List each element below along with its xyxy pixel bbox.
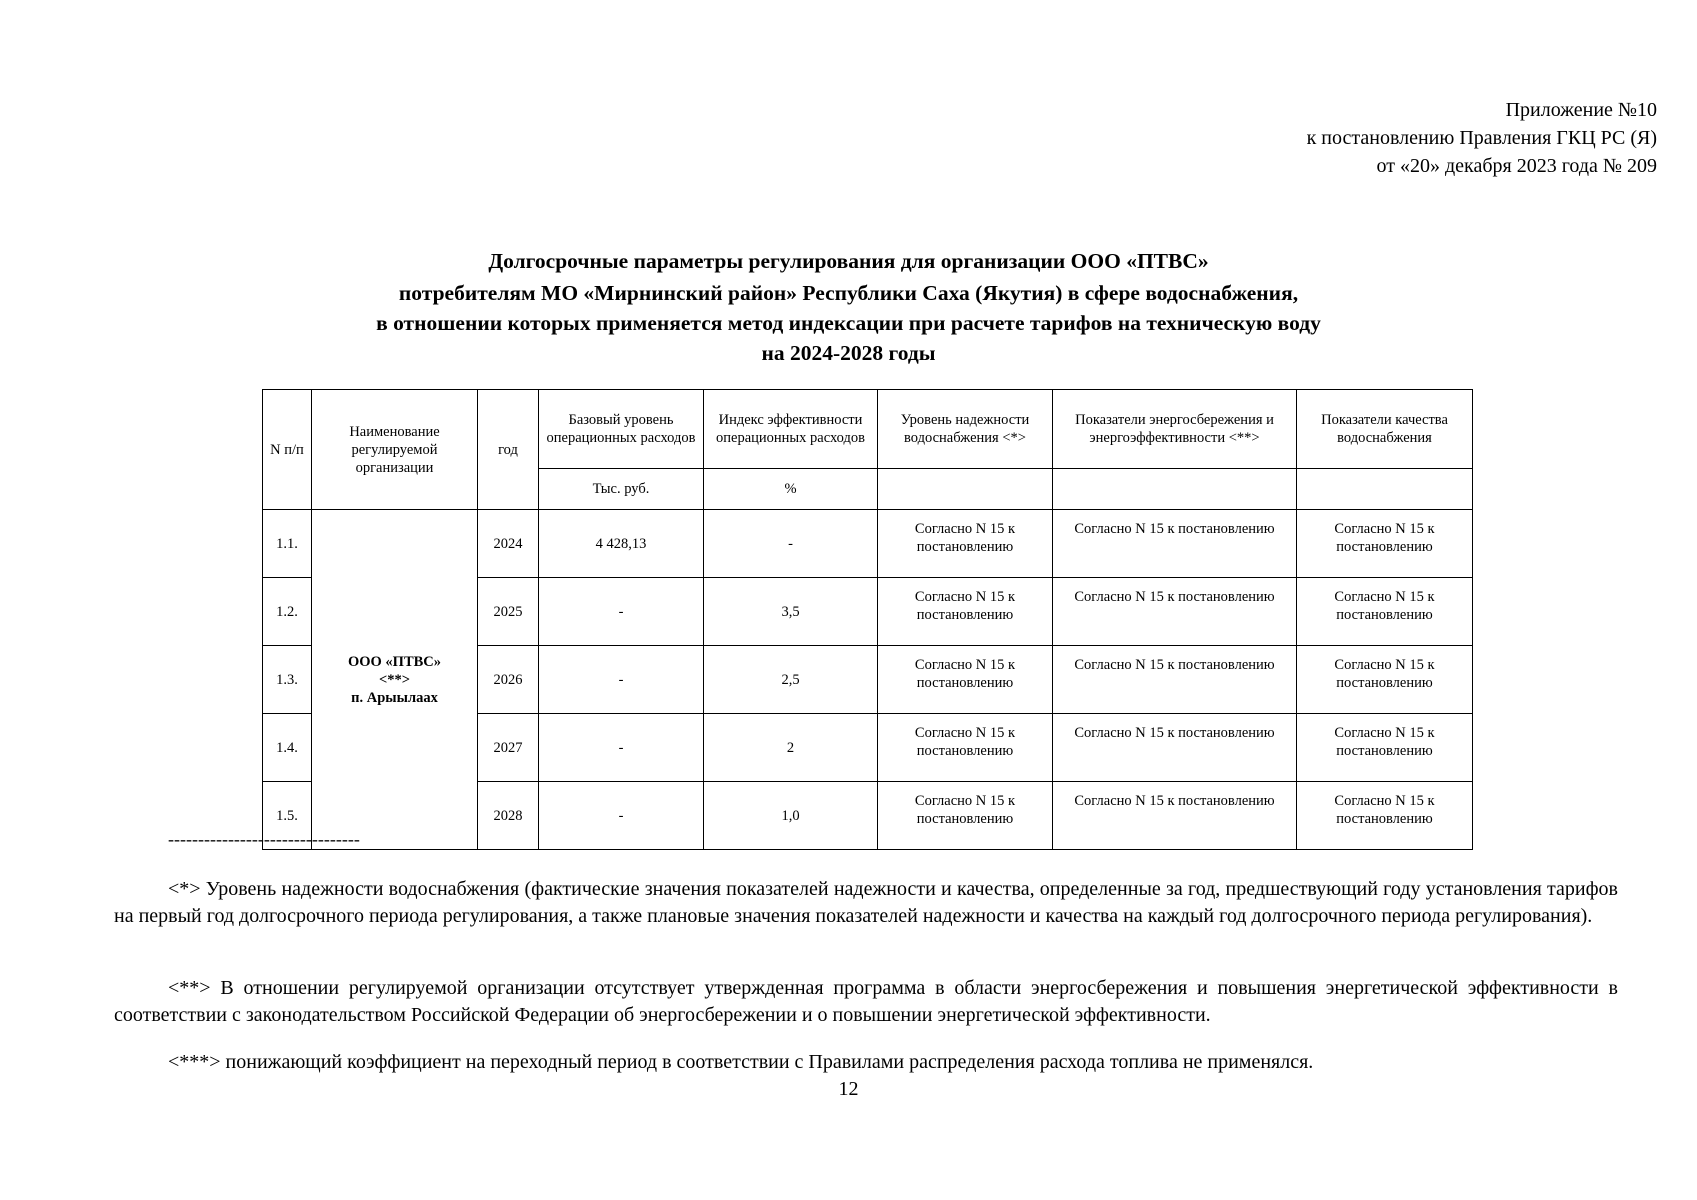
unit-index: % xyxy=(704,469,878,510)
row-base: - xyxy=(539,714,704,782)
title-line-2: потребителям МО «Мирнинский район» Республики Саха (Якутия) в сфере водоснабжения, xyxy=(398,281,1299,305)
row-num: 1.5. xyxy=(263,782,312,850)
footnote-1: <*> Уровень надежности водоснабжения (фактические значения показателей надежности и качества, определенные за год, предшествующий году установления тарифов на первый год долгосрочного периода регулирования, а также плановые значения показателей надежности и качества на каждый год долгосрочного периода регулирования). xyxy=(114,878,1618,927)
row-quality: Согласно N 15 к постановлению xyxy=(1297,510,1473,578)
header-energy: Показатели энергосбережения и энергоэффективности <**> xyxy=(1053,390,1297,469)
row-reliability: Согласно N 15 к постановлению xyxy=(878,714,1053,782)
row-index: 2,5 xyxy=(704,646,878,714)
header-row xyxy=(263,390,1473,469)
row-year: 2027 xyxy=(478,714,539,782)
row-year: 2026 xyxy=(478,646,539,714)
annex-line-2: к постановлению Правления ГКЦ РС (Я) xyxy=(1306,127,1657,149)
org-mark: <**> xyxy=(378,671,411,688)
unit-base: Тыс. руб. xyxy=(539,469,704,510)
footnote-3: <***> понижающий коэффициент на переходный период в соответствии с Правилами распределения расхода топлива не применялся. xyxy=(168,1051,1314,1073)
unit-reliability xyxy=(878,469,1053,510)
org-place: п. Арыылаах xyxy=(351,689,438,706)
unit-quality xyxy=(1297,469,1473,510)
row-energy: Согласно N 15 к постановлению xyxy=(1053,782,1297,850)
row-year: 2024 xyxy=(478,510,539,578)
row-num: 1.3. xyxy=(263,646,312,714)
row-base: 4 428,13 xyxy=(539,510,704,578)
annex-line-3: от «20» декабря 2023 года № 209 xyxy=(1376,155,1657,177)
row-energy: Согласно N 15 к постановлению xyxy=(1053,578,1297,646)
org-cell xyxy=(312,510,478,850)
row-year: 2028 xyxy=(478,782,539,850)
header-org: Наименование регулируемой организации xyxy=(312,390,478,510)
header-reliability: Уровень надежности водоснабжения <*> xyxy=(878,390,1053,469)
row-reliability: Согласно N 15 к постановлению xyxy=(878,646,1053,714)
footnote-separator: -------------------------------- xyxy=(168,829,360,849)
header-quality: Показатели качества водоснабжения xyxy=(1297,390,1473,469)
row-num: 1.1. xyxy=(263,510,312,578)
row-reliability: Согласно N 15 к постановлению xyxy=(878,510,1053,578)
annex-line-1: Приложение №10 xyxy=(1505,99,1657,121)
row-index: 2 xyxy=(704,714,878,782)
row-base: - xyxy=(539,578,704,646)
row-energy: Согласно N 15 к постановлению xyxy=(1053,646,1297,714)
row-reliability: Согласно N 15 к постановлению xyxy=(878,578,1053,646)
header-base: Базовый уровень операционных расходов xyxy=(539,390,704,469)
row-num: 1.2. xyxy=(263,578,312,646)
org-name: ООО «ПТВС» xyxy=(347,653,442,670)
table-row xyxy=(263,510,1473,578)
title-line-1: Долгосрочные параметры регулирования для организации ООО «ПТВС» xyxy=(488,249,1209,273)
row-base: - xyxy=(539,782,704,850)
title-line-4: на 2024-2028 годы xyxy=(761,341,936,365)
row-index: 3,5 xyxy=(704,578,878,646)
row-energy: Согласно N 15 к постановлению xyxy=(1053,510,1297,578)
row-num: 1.4. xyxy=(263,714,312,782)
row-index: 1,0 xyxy=(704,782,878,850)
row-year: 2025 xyxy=(478,578,539,646)
title-line-3: в отношении которых применяется метод индексации при расчете тарифов на техническую воду xyxy=(376,311,1321,335)
document-title xyxy=(0,246,1697,368)
header-index: Индекс эффективности операционных расходов xyxy=(704,390,878,469)
header-num: N п/п xyxy=(263,390,312,510)
row-reliability: Согласно N 15 к постановлению xyxy=(878,782,1053,850)
page-number: 12 xyxy=(838,1078,859,1100)
row-quality: Согласно N 15 к постановлению xyxy=(1297,782,1473,850)
header-year: год xyxy=(478,390,539,510)
row-index: - xyxy=(704,510,878,578)
row-quality: Согласно N 15 к постановлению xyxy=(1297,646,1473,714)
row-energy: Согласно N 15 к постановлению xyxy=(1053,714,1297,782)
row-quality: Согласно N 15 к постановлению xyxy=(1297,578,1473,646)
footnote-2: <**> В отношении регулируемой организации отсутствует утвержденная программа в области энергосбережения и повышения энергетической эффективности в соответствии с законодательством Российской Федерации об энергосбережении и о повышении энергетической эффективности. xyxy=(114,977,1618,1026)
row-base: - xyxy=(539,646,704,714)
parameters-table xyxy=(262,389,1473,850)
row-quality: Согласно N 15 к постановлению xyxy=(1297,714,1473,782)
annex-header xyxy=(1307,96,1657,180)
unit-energy xyxy=(1053,469,1297,510)
